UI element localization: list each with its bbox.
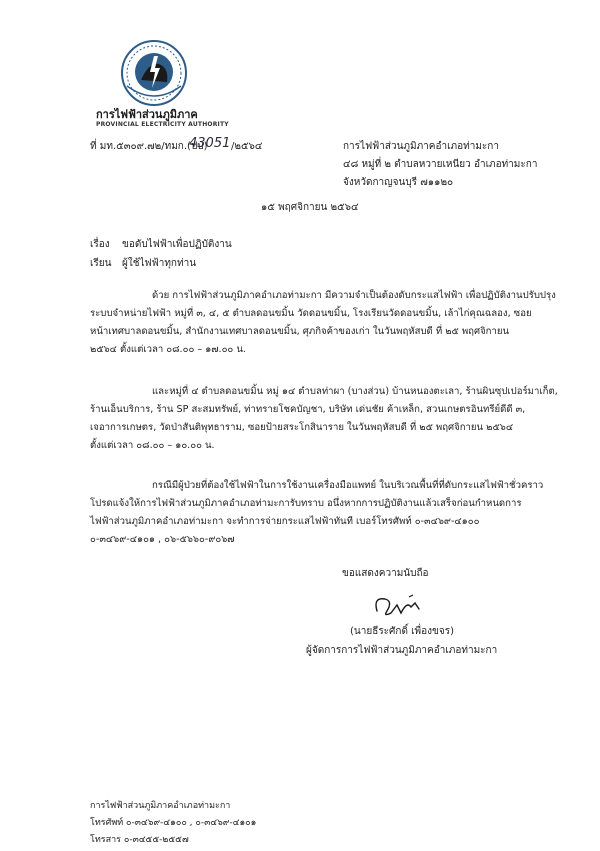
org-name-th: การไฟฟ้าส่วนภูมิภาค	[96, 108, 198, 121]
paragraph-line: ระบบจำหน่ายไฟฟ้า หมู่ที่ ๓, ๔, ๕ ตำบลดอนขมิ้น วัดดอนขมิ้น, โรงเรียนวัดดอนขมิ้น, เล้าไก่คุณฉลอง, ซอย	[90, 308, 532, 319]
pea-emblem-icon	[119, 38, 189, 108]
recipient-label: เรียน	[90, 258, 112, 269]
paragraph-line: ด้วย การไฟฟ้าส่วนภูมิภาคอำเภอท่ามะกา มีความจำเป็นต้องดับกระแสไฟฟ้า เพื่อปฏิบัติงานปรับปรุง	[152, 290, 556, 301]
subject-label: เรื่อง	[90, 239, 110, 250]
paragraph-line: หน้าเทศบาลดอนขมิ้น, สำนักงานเทศบาลดอนขมิ้น, ศุภกิจค้าของเก่า ในวันพฤหัสบดี ที่ ๒๕ พฤศจิกายน	[90, 326, 510, 337]
footer-phone: โทรศัพท์ ๐-๓๔๖๙-๔๑๐๐ , ๐-๓๔๖๙-๔๑๐๑	[90, 818, 257, 828]
body-paragraph-2	[90, 383, 558, 455]
footer-org: การไฟฟ้าส่วนภูมิภาคอำเภอท่ามะกา	[90, 801, 231, 811]
paragraph-line: โปรดแจ้งให้การไฟฟ้าส่วนภูมิภาคอำเภอท่ามะการับทราบ อนึ่งหากการปฏิบัติงานแล้วเสร็จก่อนกำหนดการ	[90, 498, 522, 509]
paragraph-line: เจอาการเกษตร, วัดป่าสันติพุทธาราม, ซอยป้ายสระโกสินาราย ในวันพฤหัสบดี ที่ ๒๕ พฤศจิกายน ๒๕๖๔	[90, 422, 514, 433]
signature-image	[367, 591, 447, 619]
paragraph-line: ๒๕๖๔ ตั้งแต่เวลา ๐๘.๐๐ – ๑๗.๐๐ น.	[90, 344, 246, 355]
reference-number: 43051	[189, 136, 231, 151]
closing-salutation: ขอแสดงความนับถือ	[342, 568, 429, 579]
org-name-en: PROVINCIAL ELECTRICITY AUTHORITY	[96, 121, 229, 128]
sender-address-line3: จังหวัดกาญจนบุรี ๗๑๑๒๐	[343, 177, 454, 188]
reference-prefix: ที่ มท.๕๓๐๙.๗๒/ทมก.(ปบ)	[90, 141, 208, 152]
sender-address-line1: การไฟฟ้าส่วนภูมิภาคอำเภอท่ามะกา	[343, 141, 499, 152]
sender-address-line2: ๔๘ หมู่ที่ ๒ ตำบลหวายเหนียว อำเภอท่ามะกา	[343, 159, 538, 170]
paragraph-line: ร้านเอ็นบริการ, ร้าน SP สะสมทรัพย์, ท่าทรายโชคบัญชา, บริษัท เด่นชัย ค้าเหล็ก, สวนเกษตรอินทรีย์ดีดี ๓,	[90, 404, 526, 415]
body-paragraph-3	[90, 477, 544, 549]
recipient-text: ผู้ใช้ไฟฟ้าทุกท่าน	[122, 258, 197, 269]
footer-fax: โทรสาร ๐-๓๔๕๕-๒๕๕๗	[90, 835, 189, 845]
paragraph-line: ตั้งแต่เวลา ๐๘.๐๐ – ๑๐.๐๐ น.	[90, 440, 215, 451]
reference-year: /๒๕๖๔	[231, 141, 263, 152]
paragraph-line: ๐-๓๔๖๙-๔๑๐๑ , ๐๖-๕๖๖๐-๙๐๖๗	[90, 534, 235, 545]
subject-text: ขอดับไฟฟ้าเพื่อปฏิบัติงาน	[122, 239, 232, 250]
body-paragraph-1	[90, 287, 556, 359]
paragraph-line: กรณีมีผู้ป่วยที่ต้องใช้ไฟฟ้าในการใช้งานเครื่องมือแพทย์ ในบริเวณพื้นที่ที่ดับกระแสไฟฟ้าชั่วคราว	[152, 480, 544, 491]
paragraph-line: และหมู่ที่ ๔ ตำบลดอนขมิ้น หมู่ ๑๔ ตำบลท่าผา (บางส่วน) บ้านหนองตะเลา, ร้านผินซุปเปอร์มาเก็ต,	[152, 386, 558, 397]
signer-title: ผู้จัดการการไฟฟ้าส่วนภูมิภาคอำเภอท่ามะกา	[306, 645, 498, 656]
signer-name: (นายธีระศักดิ์ เพื่องขจร)	[350, 626, 454, 637]
paragraph-line: ไฟฟ้าส่วนภูมิภาคอำเภอท่ามะกา จะทำการจ่ายกระแสไฟฟ้าทันที เบอร์โทรศัพท์ ๐-๓๔๖๙-๔๑๐๐	[90, 516, 480, 527]
letter-date: ๑๕ พฤศจิกายน ๒๕๖๔	[261, 202, 359, 213]
